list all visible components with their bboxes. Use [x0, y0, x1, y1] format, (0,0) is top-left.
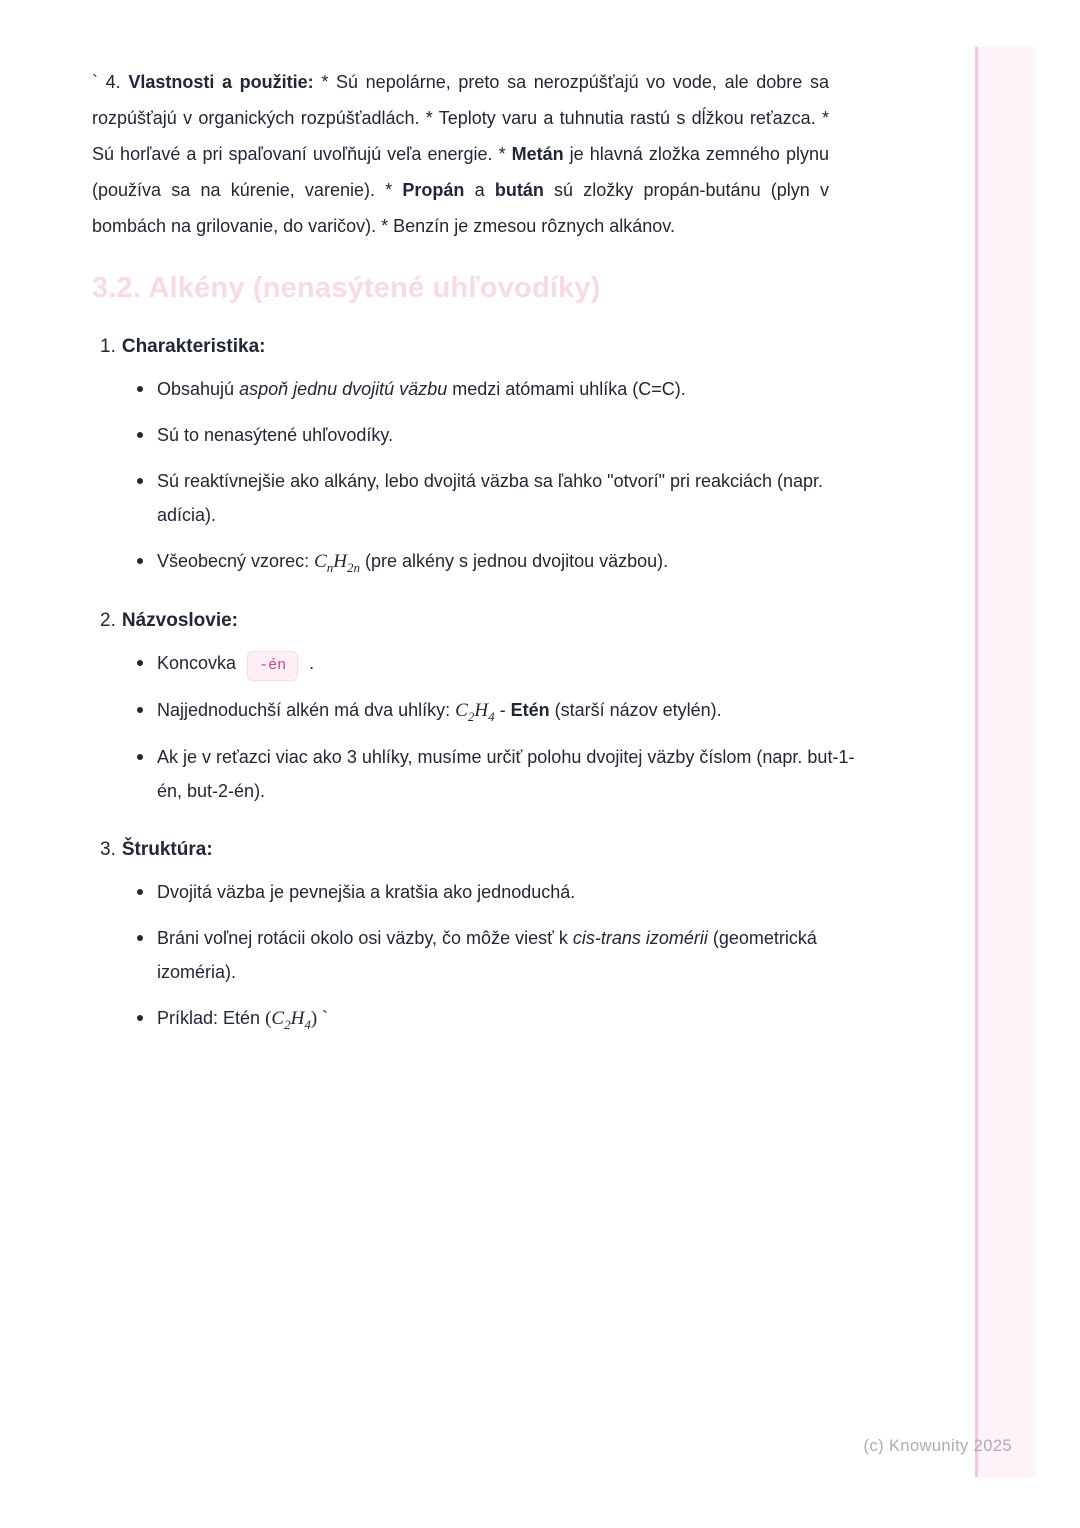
copyright-footer: (c) Knowunity 2025: [863, 1437, 1012, 1455]
item-text: (geometrická izoméria).: [157, 928, 817, 982]
formula-paren: (: [265, 1008, 272, 1029]
item-text: Dvojitá väzba je pevnejšia a kratšia ako jednoduchá.: [157, 882, 576, 902]
formula-subscript: 4: [488, 708, 495, 724]
formula-symbol: H: [474, 700, 489, 721]
item-text: Bráni voľnej rotácii okolo osi väzby, čo môže viesť k: [157, 928, 573, 948]
item-text: Najjednoduchší alkén má dva uhlíky:: [157, 700, 456, 720]
intro-bold-metan: Metán: [511, 144, 564, 164]
section-title: Názvoslovie:: [121, 610, 239, 631]
list-item: [92, 921, 857, 989]
section-number: 3.: [100, 839, 116, 860]
formula-symbol: C: [314, 551, 327, 572]
list-item: [92, 418, 857, 452]
item-italic-text: aspoň jednu dvojitú väzbu: [239, 379, 448, 399]
document-body: [92, 46, 855, 1036]
formula-symbol: H: [333, 551, 347, 572]
section-number: 2.: [100, 610, 116, 631]
list-item: [92, 544, 857, 579]
item-text: Sú to nenasýtené uhľovodíky.: [157, 425, 394, 445]
list-item: [92, 740, 857, 808]
section-header: [92, 837, 829, 863]
item-text: Obsahujú: [157, 379, 240, 399]
formula-paren: ): [310, 1008, 318, 1029]
section-struktura: [92, 837, 829, 1036]
section-nazvoslovie: [92, 608, 855, 808]
intro-text: sú zložky propán-butánu (plyn v bombách na grilovanie, do varičov). * Benzín je zmesou rôznych alkánov.: [92, 180, 830, 236]
item-text: Ak je v reťazci viac ako 3 uhlíky, musíme určiť polohu dvojitej väzby číslom (napr. but-1-én, but-2-én).: [157, 747, 855, 801]
item-text: (starší názov etylén).: [549, 700, 722, 720]
section-header: [92, 608, 829, 634]
item-text: Všeobecný vzorec:: [157, 551, 315, 571]
item-text: Koncovka: [157, 653, 242, 673]
list-item: [92, 646, 857, 681]
section-title: Štruktúra:: [121, 839, 213, 860]
section-title: Charakteristika:: [121, 336, 266, 357]
suffix-code-chip: -én: [247, 651, 298, 681]
item-italic-cistrans: cis-trans izomérii: [572, 928, 708, 948]
item-text: `: [317, 1008, 329, 1028]
intro-bold-propan: Propán: [402, 180, 465, 200]
list-item: [92, 1001, 857, 1036]
intro-text: je hlavná zložka zemného plynu (používa sa na kúrenie, varenie). *: [92, 144, 830, 200]
list-item: [92, 372, 857, 406]
intro-text: a: [464, 180, 495, 200]
list-item: [92, 693, 857, 728]
intro-text: * Sú nepolárne, preto sa nerozpúšťajú vo vode, ale dobre sa rozpúšťajú v organických rozpúšťadlách. * Teploty varu a tuhnutia rastú s dĺžkou reťazca. * Sú horľavé a pri spaľovaní uvoľňujú veľa energie. *: [92, 72, 829, 164]
item-text: -: [494, 700, 511, 720]
section-header: [92, 334, 829, 360]
item-text: .: [304, 653, 315, 673]
chemical-formula-c2h4-parens: [265, 1008, 318, 1032]
list-item: [92, 875, 857, 909]
formula-subscript: n: [326, 559, 334, 575]
intro-text: ` 4.: [92, 72, 129, 92]
intro-paragraph: [92, 64, 829, 244]
formula-symbol: C: [455, 700, 468, 721]
formula-subscript: 2: [467, 708, 475, 724]
section-heading-alkeny: 3.2. Alkény (nenasýtené uhľovodíky): [92, 272, 601, 304]
formula-subscript: 2: [284, 1016, 291, 1032]
chemical-formula-cnh2n: [314, 551, 360, 575]
section-number: 1.: [100, 336, 116, 357]
intro-bold-butan: bután: [494, 180, 544, 200]
chemical-formula-c2h4: [455, 700, 495, 724]
page-margin-accent-bar: [975, 47, 1036, 1477]
section-charakteristika: [92, 334, 829, 579]
formula-symbol: C: [271, 1008, 285, 1029]
intro-bold-vlastnosti: Vlastnosti a použitie:: [128, 72, 314, 92]
item-text: (pre alkény s jednou dvojitou väzbou).: [360, 551, 669, 571]
item-text: Sú reaktívnejšie ako alkány, lebo dvojitá väzba sa ľahko "otvorí" pri reakciách (napr. adícia).: [157, 471, 824, 525]
item-text: Príklad: Etén: [157, 1008, 266, 1028]
formula-subscript: 2n: [347, 559, 360, 575]
item-bold-eten: Etén: [510, 700, 550, 720]
formula-subscript: 4: [304, 1016, 311, 1032]
item-text: medzi atómami uhlíka (C=C).: [447, 379, 686, 399]
formula-symbol: H: [290, 1008, 305, 1029]
list-item: [92, 464, 857, 532]
